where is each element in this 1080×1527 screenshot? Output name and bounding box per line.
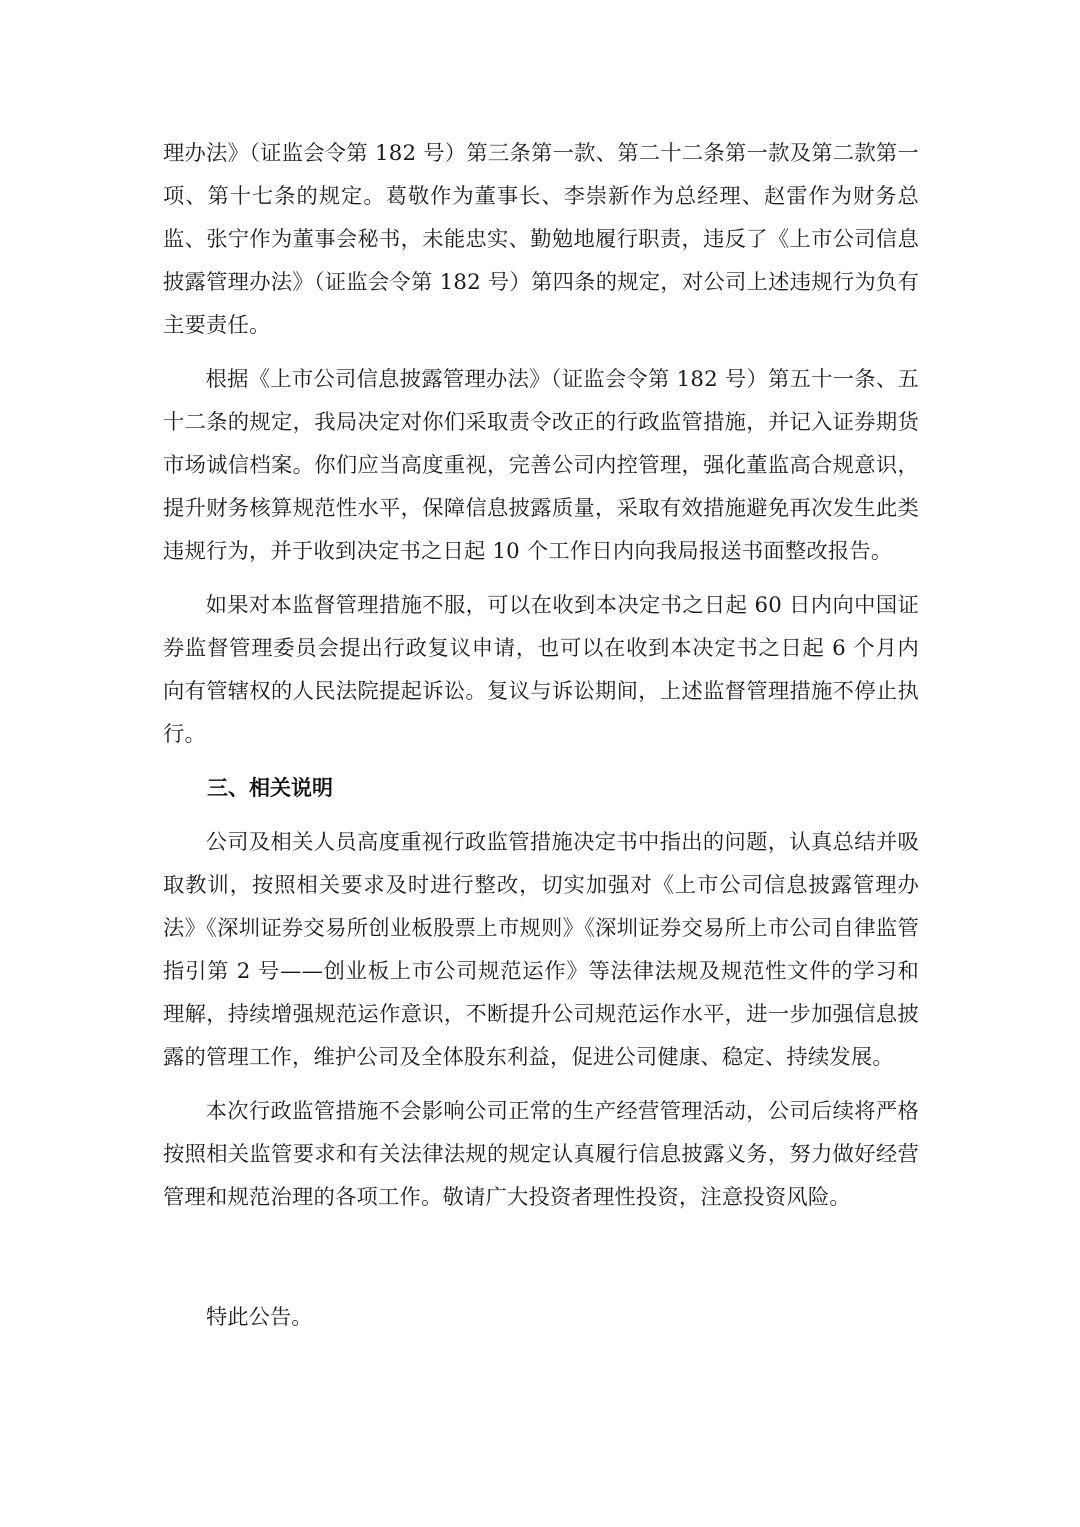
closing-statement: 特此公告。 — [206, 1305, 313, 1330]
paragraph-corrective-measures: 根据《上市公司信息披露管理办法》（证监会令第 182 号）第五十一条、五十二条的规定，我局决定对你们采取责令改正的行政监管措施，并记入证券期货市场诚信档案。你们应当高度重视，完善公司内控管理，强化董监高合规意识，提升财务核算规范性水平，保障信息披露质量，采取有效措施避免再次发生此类违规行为，并于收到决定书之日起 10 个工作日内向我局报送书面整改报告。 — [163, 367, 919, 564]
paragraph-responsibility: 理办法》（证监会令第 182 号）第三条第一款、第二十二条第一款及第二款第一项、第十七条的规定。葛敬作为董事长、李崇新作为总经理、赵雷作为财务总监、张宁作为董事会秘书，未能忠实、勤勉地履行职责，违反了《上市公司信息披露管理办法》（证监会令第 182 号）第四条的规定，对公司上述违规行为负有主要责任。 — [163, 141, 919, 338]
paragraph-company-response: 公司及相关人员高度重视行政监管措施决定书中指出的问题，认真总结并吸取教训，按照相关要求及时进行整改，切实加强对《上市公司信息披露管理办法》《深圳证券交易所创业板股票上市规则》《深圳证券交易所上市公司自律监管指引第 2 号——创业板上市公司规范运作》等法律法规及规范性文件的学习和理解，持续增强规范运作意识，不断提升公司规范运作水平，进一步加强信息披露的管理工作，维护公司及全体股东利益，促进公司健康、稳定、持续发展。 — [163, 830, 919, 1070]
section-heading: 三、相关说明 — [207, 776, 333, 800]
paragraph-impact-statement: 本次行政监管措施不会影响公司正常的生产经营管理活动，公司后续将严格按照相关监管要求和有关法律法规的规定认真履行信息披露义务，努力做好经营管理和规范治理的各项工作。敬请广大投资者理性投资，注意投资风险。 — [163, 1099, 919, 1210]
paragraph-appeal-rights: 如果对本监督管理措施不服，可以在收到本决定书之日起 60 日内向中国证券监督管理委员会提出行政复议申请，也可以在收到本决定书之日起 6 个月内向有管辖权的人民法院提起诉讼。复议与诉讼期间，上述监督管理措施不停止执行。 — [163, 593, 919, 747]
document-page — [163, 132, 919, 1339]
